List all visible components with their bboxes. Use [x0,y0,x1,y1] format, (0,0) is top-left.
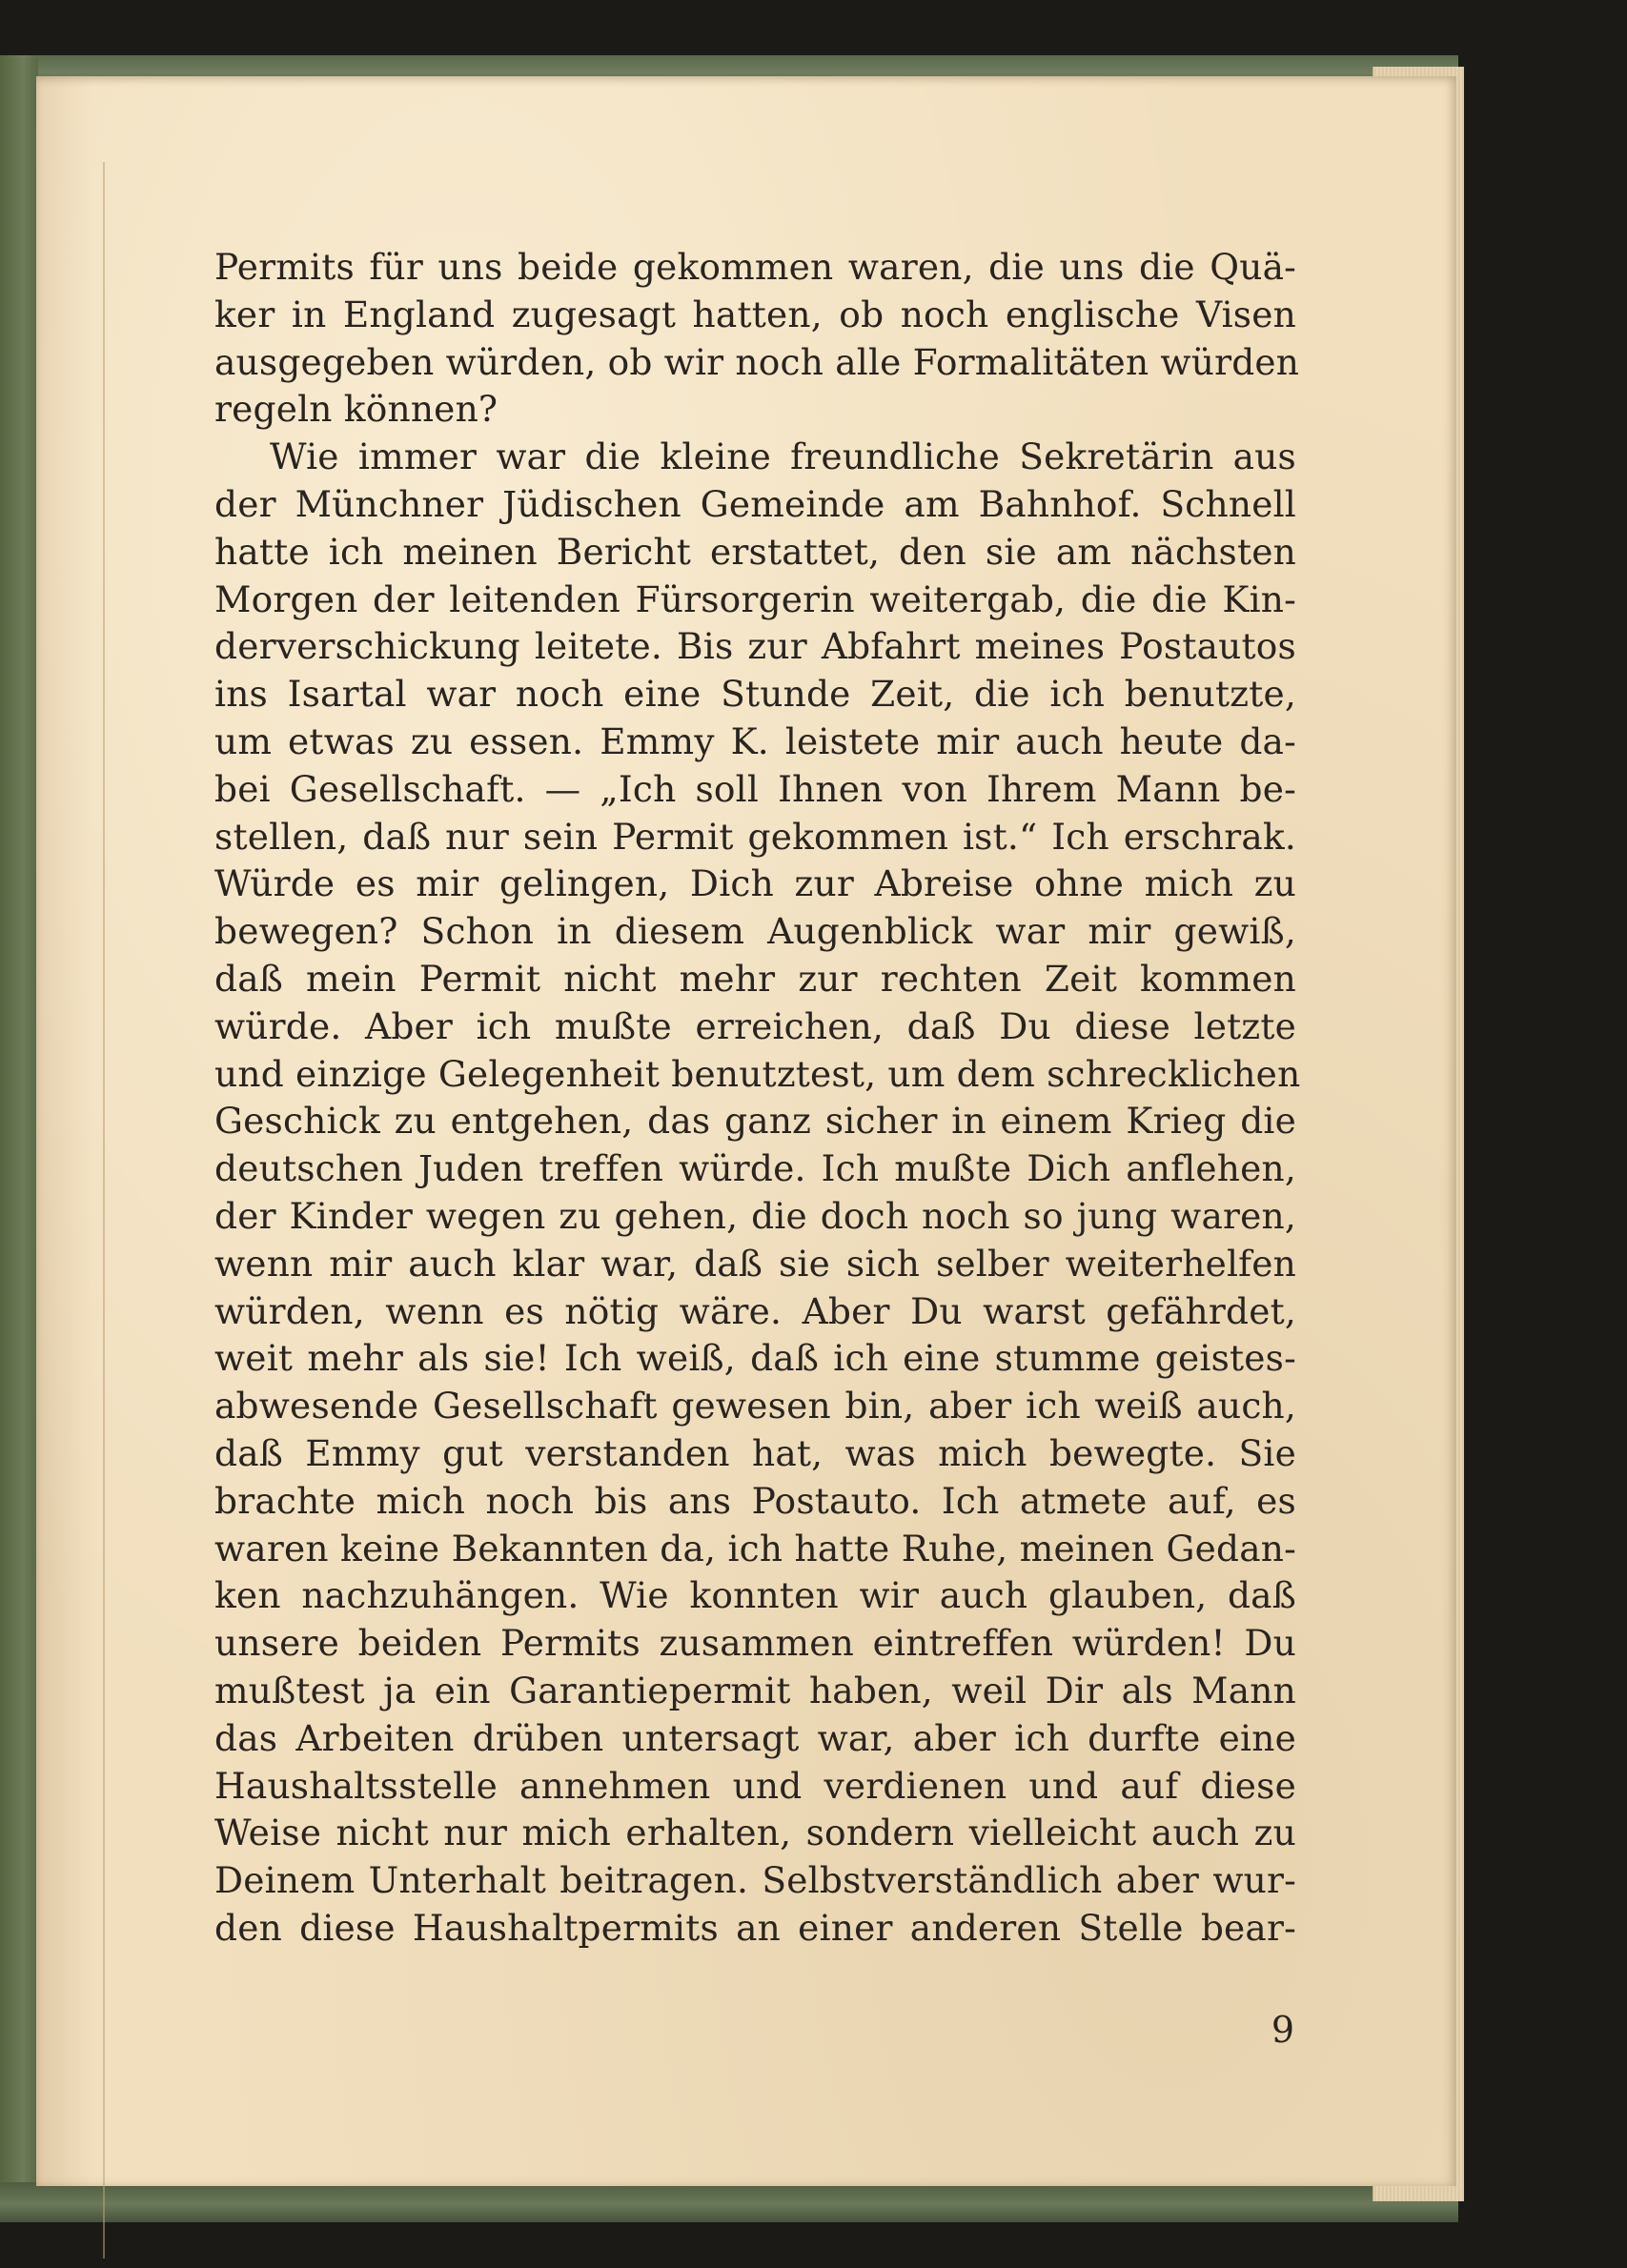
text-line: stellen, daß nur sein Permit gekommen ist.“ Ich erschrak. [214,815,1296,858]
text-line: hatte ich meinen Bericht erstattet, den sie am nächsten [214,530,1296,573]
text-line: brachte mich noch bis ans Postauto. Ich atmete auf, es [214,1479,1296,1522]
text-line: Haushaltsstelle annehmen und verdienen und auf diese [214,1764,1296,1807]
text-line: wenn mir auch klar war, daß sie sich selber weiterhelfen [214,1242,1296,1285]
text-line: Würde es mir gelingen, Dich zur Abreise ohne mich zu [214,862,1296,905]
text-line: Wie immer war die kleine freundliche Sekretärin aus [270,435,1296,478]
cover-edge-left [0,55,38,2222]
text-line: deutschen Juden treffen würde. Ich mußte Dich anflehen, [214,1147,1296,1190]
text-line: regeln können? [214,388,498,431]
text-line: bei Gesellschaft. — „Ich soll Ihnen von Ihrem Mann be- [214,767,1296,810]
text-line: bewegen? Schon in diesem Augenblick war mir gewiß, [214,910,1296,953]
text-line: waren keine Bekannten da, ich hatte Ruhe, meinen Gedan- [214,1527,1296,1569]
text-line: Permits für uns beide gekommen waren, die uns die Quä- [214,246,1296,288]
text-line: derverschickung leitete. Bis zur Abfahrt meines Postautos [214,625,1296,668]
text-line: um etwas zu essen. Emmy K. leistete mir auch heute da- [214,719,1296,762]
text-line: ausgegeben würden, ob wir noch alle Formalitäten würden [214,340,1300,383]
page-gutter [103,162,105,2258]
text-line: ken nachzuhängen. Wie konnten wir auch glauben, daß [214,1574,1296,1617]
text-line: der Kinder wegen zu gehen, die doch noch so jung waren, [214,1194,1296,1237]
text-line: ker in England zugesagt hatten, ob noch englische Visen [214,293,1296,335]
text-line: Morgen der leitenden Fürsorgerin weitergab, die die Kin- [214,577,1296,620]
cover-edge-bottom [0,2182,1458,2222]
text-line: weit mehr als sie! Ich weiß, daß ich eine stumme geistes- [214,1337,1296,1380]
text-line: Weise nicht nur mich erhalten, sondern vielleicht auch zu [214,1812,1296,1854]
text-line: den diese Haushaltpermits an einer anderen Stelle bear- [214,1906,1296,1949]
text-line: abwesende Gesellschaft gewesen bin, aber ich weiß auch, [214,1385,1296,1428]
text-line: würde. Aber ich mußte erreichen, daß Du diese letzte [214,1004,1296,1047]
text-line: unsere beiden Permits zusammen eintreffen würden! Du [214,1622,1296,1665]
text-line: würden, wenn es nötig wäre. Aber Du warst gefährdet, [214,1289,1296,1332]
text-line: und einzige Gelegenheit benutztest, um dem schrecklichen [214,1052,1301,1095]
text-line: ins Isartal war noch eine Stunde Zeit, die ich benutzte, [214,673,1296,716]
page-number: 9 [1271,2009,1294,2051]
text-line: daß mein Permit nicht mehr zur rechten Zeit kommen [214,957,1296,1000]
text-line: Deinem Unterhalt beitragen. Selbstverständlich aber wur- [214,1859,1296,1902]
text-line: das Arbeiten drüben untersagt war, aber ich durfte eine [214,1716,1296,1759]
text-line: daß Emmy gut verstanden hat, was mich bewegte. Sie [214,1431,1296,1474]
text-line: der Münchner Jüdischen Gemeinde am Bahnhof. Schnell [214,482,1296,525]
body-text [214,244,1301,1953]
text-line: Geschick zu entgehen, das ganz sicher in einem Krieg die [214,1100,1296,1143]
text-line: mußtest ja ein Garantiepermit haben, weil Dir als Mann [214,1669,1296,1711]
